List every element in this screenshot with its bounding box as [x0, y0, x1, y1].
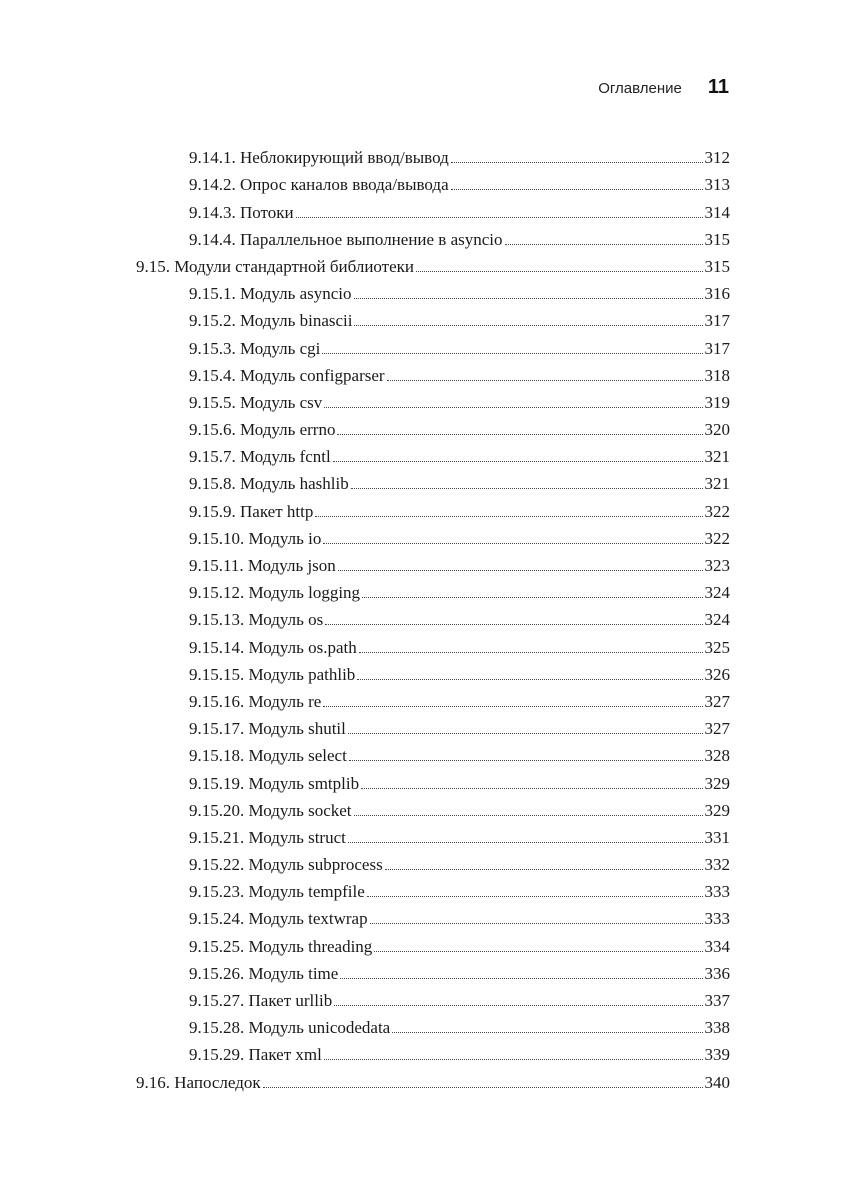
toc-entry-page: 315 — [704, 229, 730, 249]
toc-entry — [136, 549, 730, 576]
toc-dot-leader — [362, 597, 702, 598]
toc-dot-leader — [385, 869, 703, 870]
toc-dot-leader — [392, 1032, 702, 1033]
toc-entry — [136, 304, 730, 331]
toc-dot-leader — [349, 760, 703, 761]
toc-entry-title: 9.15.8. Модуль hashlib — [189, 474, 349, 494]
toc-entry — [136, 168, 730, 195]
toc-entry-title: 9.15.24. Модуль textwrap — [189, 909, 368, 929]
toc-dot-leader — [323, 706, 702, 707]
toc-entry-title: 9.15.1. Модуль asyncio — [189, 284, 352, 304]
toc-entry-page: 323 — [704, 556, 730, 575]
toc-dot-leader — [348, 733, 703, 734]
toc-entry-page: 331 — [704, 827, 730, 847]
toc-entry-page: 340 — [704, 1072, 730, 1092]
toc-entry-title: 9.15.19. Модуль smtplib — [189, 773, 360, 793]
toc-dot-leader — [348, 842, 703, 843]
toc-entry-page: 322 — [704, 501, 730, 521]
toc-entry-title: 9.15.15. Модуль pathlib — [189, 664, 356, 684]
toc-entry-page: 322 — [704, 528, 730, 548]
toc-entry — [136, 794, 730, 821]
toc-entry-page: 313 — [704, 175, 730, 195]
toc-entry — [136, 630, 730, 657]
toc-entry-title: 9.15.22. Модуль subprocess — [189, 855, 383, 875]
toc-entry — [136, 957, 730, 984]
toc-dot-leader — [387, 380, 703, 381]
toc-entry — [136, 331, 730, 358]
toc-dot-leader — [296, 217, 703, 218]
toc-entry — [136, 277, 730, 304]
toc-entry — [136, 576, 730, 603]
toc-dot-leader — [354, 325, 702, 326]
toc-entry-page: 317 — [704, 311, 730, 331]
toc-entry-title: 9.15.6. Модуль errno — [189, 420, 336, 440]
toc-entry-page: 328 — [704, 746, 730, 766]
toc-entry — [136, 603, 730, 630]
toc-dot-leader — [324, 1059, 703, 1060]
toc-entry-page: 333 — [704, 882, 730, 902]
toc-entry-page: 321 — [704, 474, 730, 494]
toc-entry — [136, 685, 730, 712]
toc-entry — [136, 902, 730, 929]
toc-entry-title: 9.15.18. Модуль select — [189, 746, 347, 766]
toc-entry-title: 9.15.10. Модуль io — [189, 528, 322, 548]
toc-entry — [136, 141, 730, 168]
toc-entry-title: 9.15.16. Модуль re — [189, 691, 322, 711]
toc-entry — [136, 766, 730, 793]
toc-entry — [136, 223, 730, 250]
toc-dot-leader — [370, 923, 703, 924]
toc-dot-leader — [451, 189, 703, 190]
toc-dot-leader — [337, 434, 702, 435]
toc-entry — [136, 1038, 730, 1065]
toc-entry-title: 9.15.13. Модуль os — [189, 610, 324, 630]
toc-entry — [136, 658, 730, 685]
toc-entry — [136, 848, 730, 875]
toc-entry-page: 325 — [704, 637, 730, 657]
toc-entry-page: 312 — [704, 148, 730, 168]
toc-entry-page: 329 — [704, 800, 730, 820]
toc-dot-leader — [322, 353, 702, 354]
toc-dot-leader — [505, 244, 703, 245]
toc-entry-title: 9.15.12. Модуль logging — [189, 583, 361, 603]
toc-entry-page: 315 — [704, 256, 730, 276]
toc-entry-title: 9.15.5. Модуль csv — [189, 392, 323, 412]
toc-entry — [136, 359, 730, 386]
running-header — [598, 76, 729, 99]
toc-entry-title: 9.15.21. Модуль struct — [189, 827, 346, 847]
toc-entry-page: 320 — [704, 420, 730, 440]
toc-dot-leader — [325, 624, 702, 625]
toc-entry-title: 9.14.3. Потоки — [189, 202, 294, 222]
toc-entry-title: 9.15.23. Модуль tempfile — [189, 882, 365, 902]
toc-dot-leader — [334, 1005, 702, 1006]
toc-entry-title: 9.15.27. Пакет urllib — [189, 991, 333, 1010]
toc-dot-leader — [323, 543, 702, 544]
toc-entry-page: 327 — [704, 691, 730, 711]
toc-entry — [136, 386, 730, 413]
toc-entry — [136, 875, 730, 902]
toc-entry-title: 9.15.9. Пакет http — [189, 501, 314, 521]
toc-entry — [136, 250, 730, 277]
toc-entry-title: 9.15.11. Модуль json — [189, 556, 336, 575]
toc-dot-leader — [351, 488, 703, 489]
toc-entry — [136, 1011, 730, 1038]
running-header-title: Оглавление — [598, 80, 682, 97]
toc-dot-leader — [324, 407, 702, 408]
toc-entry-page: 324 — [704, 583, 730, 603]
toc-entry-title: 9.15.14. Модуль os.path — [189, 637, 357, 657]
toc-entry-title: 9.15.4. Модуль configparser — [189, 365, 385, 385]
toc-entry-title: 9.15. Модули стандартной библиотеки — [136, 256, 415, 276]
toc-entry — [136, 821, 730, 848]
toc-dot-leader — [367, 896, 703, 897]
toc-entry-page: 326 — [704, 664, 730, 684]
toc-entry — [136, 467, 730, 494]
toc-entry-page: 318 — [704, 365, 730, 385]
toc-dot-leader — [333, 461, 703, 462]
toc-entry-page: 338 — [704, 1018, 730, 1038]
toc-dot-leader — [374, 951, 702, 952]
toc-entry-title: 9.15.29. Пакет xml — [189, 1045, 322, 1065]
toc-entry-page: 319 — [704, 392, 730, 412]
toc-entry-page: 321 — [704, 447, 730, 467]
toc-entry-title: 9.15.7. Модуль fcntl — [189, 447, 331, 467]
toc-dot-leader — [357, 679, 702, 680]
toc-dot-leader — [451, 162, 703, 163]
toc-entry — [136, 440, 730, 467]
toc-dot-leader — [340, 978, 702, 979]
toc-entry-page: 332 — [704, 855, 730, 875]
toc-entry — [136, 494, 730, 521]
toc-entry — [136, 413, 730, 440]
toc-entry-page: 339 — [704, 1045, 730, 1065]
toc-entry-page: 334 — [704, 936, 730, 956]
toc-entry — [136, 195, 730, 222]
toc-entry-title: 9.15.2. Модуль binascii — [189, 311, 353, 331]
toc-dot-leader — [315, 516, 702, 517]
toc-dot-leader — [338, 570, 703, 571]
toc-dot-leader — [416, 271, 702, 272]
toc-entry — [136, 1065, 730, 1092]
toc-entry-page: 337 — [704, 991, 730, 1010]
toc-entry — [136, 712, 730, 739]
toc-entry-page: 317 — [704, 338, 730, 358]
toc-dot-leader — [359, 652, 703, 653]
toc-entry-title: 9.14.2. Опрос каналов ввода/вывода — [189, 175, 449, 195]
toc-dot-leader — [354, 815, 703, 816]
toc-entry-title: 9.15.17. Модуль shutil — [189, 719, 346, 739]
toc-entry-page: 329 — [704, 773, 730, 793]
toc-entry-title: 9.15.3. Модуль cgi — [189, 338, 321, 358]
toc-entry-title: 9.15.25. Модуль threading — [189, 936, 373, 956]
toc-dot-leader — [354, 298, 703, 299]
toc-entry — [136, 929, 730, 956]
toc-entry-page: 314 — [704, 202, 730, 222]
toc-entry-title: 9.15.26. Модуль time — [189, 963, 339, 983]
toc-entry-page: 324 — [704, 610, 730, 630]
toc-entry — [136, 984, 730, 1011]
toc-entry — [136, 522, 730, 549]
toc-dot-leader — [361, 788, 702, 789]
toc-entry-title: 9.15.28. Модуль unicodedata — [189, 1018, 391, 1038]
toc-entry-page: 336 — [704, 963, 730, 983]
page-number: 11 — [707, 76, 729, 98]
toc-dot-leader — [263, 1087, 703, 1088]
table-of-contents — [136, 141, 730, 1093]
toc-entry-page: 316 — [704, 284, 730, 304]
toc-entry-title: 9.16. Напоследок — [136, 1072, 261, 1092]
toc-entry-title: 9.14.1. Неблокирующий ввод/вывод — [189, 148, 449, 168]
toc-entry-page: 327 — [704, 719, 730, 739]
toc-entry-page: 333 — [704, 909, 730, 929]
toc-entry-title: 9.14.4. Параллельное выполнение в asyncio — [189, 229, 503, 249]
toc-entry-title: 9.15.20. Модуль socket — [189, 800, 352, 820]
toc-entry — [136, 739, 730, 766]
